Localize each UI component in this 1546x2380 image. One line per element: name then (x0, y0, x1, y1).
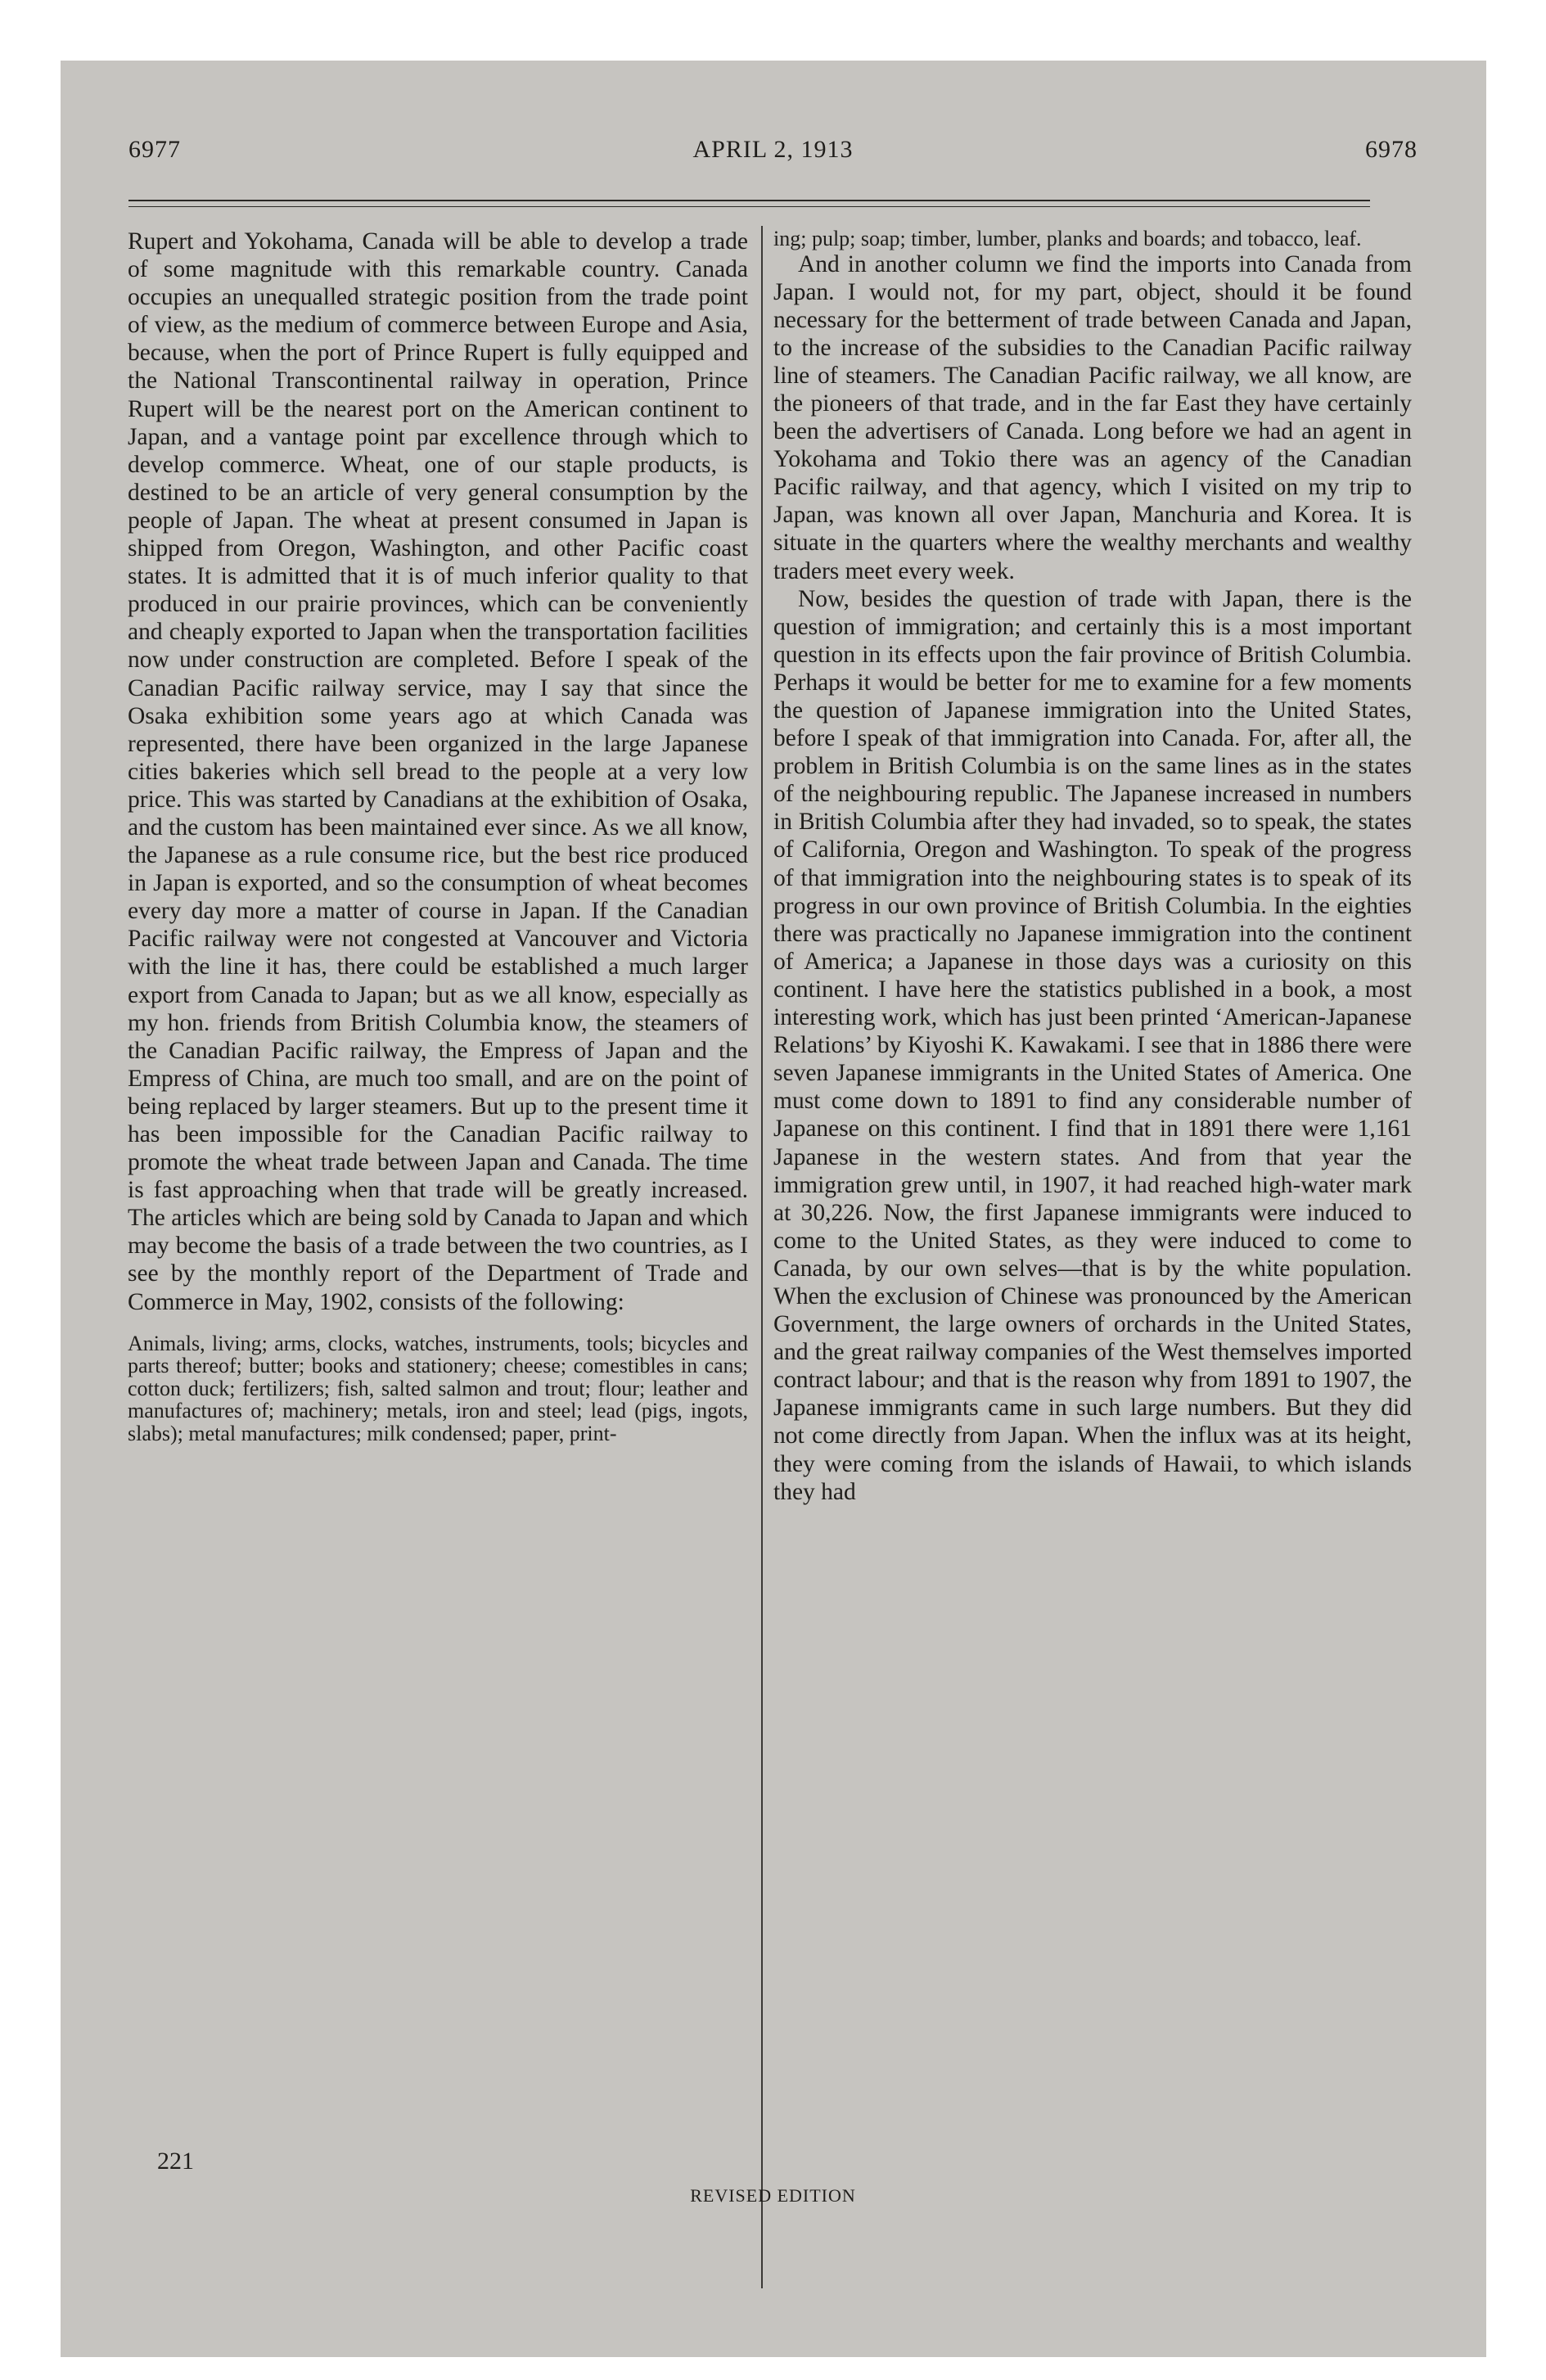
left-list-text: Animals, living; arms, clocks, watches, instruments, tools; bicycles and parts thereof; butter; books and stationery; cheese; comestibles in cans; cotton duck; fertilizers; fish, salted salmon and trout; flour; leather and manufactures of; machinery; metals, iron and steel; lead (pigs, ingots, slabs); metal manufactures; milk condensed; paper, print- (128, 1331, 748, 1445)
right-list-continued: ing; pulp; soap; timber, lumber, planks and boards; and tobacco, leaf. (773, 227, 1362, 250)
header-date: APRIL 2, 1913 (692, 136, 854, 163)
left-main-text: Rupert and Yokohama, Canada will be able to develop a trade of some magnitude with this remarkable country. Canada occupies an unequalled strategic position from the trade point of view, as the medium of commerce between Europe and Asia, because, when the port of Prince Rupert is fully equipped and the National Transcontinental railway in operation, Prince Rupert will be the nearest port on the American continent to Japan, and a vantage point par excellence through which to develop commerce. Wheat, one of our staple products, is destined to be an article of very general consumption by the people of Japan. The wheat at present consumed in Japan is shipped from Oregon, Washington, and other Pacific coast states. It is admitted that it is of much inferior quality to that produced in our prairie provinces, which can be conveniently and cheaply exported to Japan when the transportation facilities now under construction are completed. Before I speak of the Canadian Pacific railway service, may I say that since the Osaka exhibition some years ago at which Canada was represented, there have been organized in the large Japanese cities bakeries which sell bread to the people at a very low price. This was started by Canadians at the exhibition of Osaka, and the custom has been maintained ever since. As we all know, the Japanese as a rule consume rice, but the best rice produced in Japan is exported, and so the consumption of wheat becomes every day more a matter of course in Japan. If the Canadian Pacific railway were not congested at Vancouver and Victoria with the line it has, there could be established a much larger export from Canada to Japan; but as we all know, especially as my hon. friends from British Columbia know, the steamers of the Canadian Pacific railway, the Empress of Japan and the Empress of China, are much too small, and are on the point of being replaced by larger steamers. But up to the present time it has been impossible for the Canadian Pacific railway to promote the wheat trade between Japan and Canada. The time is fast approaching when that trade will be greatly increased. The articles which are being sold by Canada to Japan and which may become the basis of a trade between the two countries, as I see by the monthly report of the Department of Trade and Commerce in May, 1902, consists of the following: (128, 228, 748, 1315)
left-page-number: 6977 (128, 136, 181, 163)
right-column (773, 228, 1412, 1506)
footer-edition: REVISED EDITION (690, 2185, 856, 2206)
left-column (128, 228, 748, 1445)
column-divider (761, 226, 763, 2288)
right-page-number: 6978 (1365, 136, 1418, 163)
footer-page-number: 221 (157, 2148, 194, 2175)
header-rule-thin (128, 206, 1370, 207)
page-header (128, 136, 1418, 169)
right-paragraph-2: Now, besides the question of trade with Japan, there is the question of immigration; and certainly this is a most important question in its effects upon the fair province of British Columbia. Perhaps it would be better for me to examine for a few moments the question of Japanese immigration into the United States, before I speak of that immigration into Canada. For, after all, the problem in British Columbia is on the same lines as in the states of the neighbouring republic. The Japanese increased in numbers in British Columbia after they had invaded, so to speak, the states of California, Oregon and Washington. To speak of the progress of that immigration into the neighbouring states is to speak of its progress in our own province of British Columbia. In the eighties there was practically no Japanese immigration into the continent of America; a Japanese in those days was a curiosity on this continent. I have here the statistics published in a book, a most interesting work, which has just been printed ‘American-Japanese Relations’ by Kiyoshi K. Kawakami. I see that in 1886 there were seven Japanese immigrants in the United States of America. One must come down to 1891 to find any considerable number of Japanese on this continent. I find that in 1891 there were 1,161 Japanese in the western states. And from that year the immigration grew until, in 1907, it had reached high-water mark at 30,226. Now, the first Japanese immigrants were induced to come to the United States, as they were induced to come to Canada, by our own selves—that is by the white population. When the exclusion of Chinese was pronounced by the American Government, the large owners of orchards in the United States, and the great railway companies of the West themselves imported contract labour; and that is the reason why from 1891 to 1907, the Japanese immigrants came in such large numbers. But they did not come directly from Japan. When the influx was at its height, they were coming from the islands of Hawaii, to which islands they had (773, 585, 1412, 1505)
header-rule (128, 200, 1370, 201)
right-paragraph-1: And in another column we find the imports into Canada from Japan. I would not, for my part, object, should it be found necessary for the betterment of trade between Canada and Japan, to the increase of the subsidies to the Canadian Pacific railway line of steamers. The Canadian Pacific railway, we all know, are the pioneers of that trade, and in the far East they have certainly been the advertisers of Canada. Long before we had an agent in Yokohama and Tokio there was an agency of the Canadian Pacific railway, and that agency, which I visited on my trip to Japan, was known all over Japan, Manchuria and Korea. It is situate in the quarters where the wealthy merchants and wealthy traders meet every week. (773, 250, 1412, 584)
